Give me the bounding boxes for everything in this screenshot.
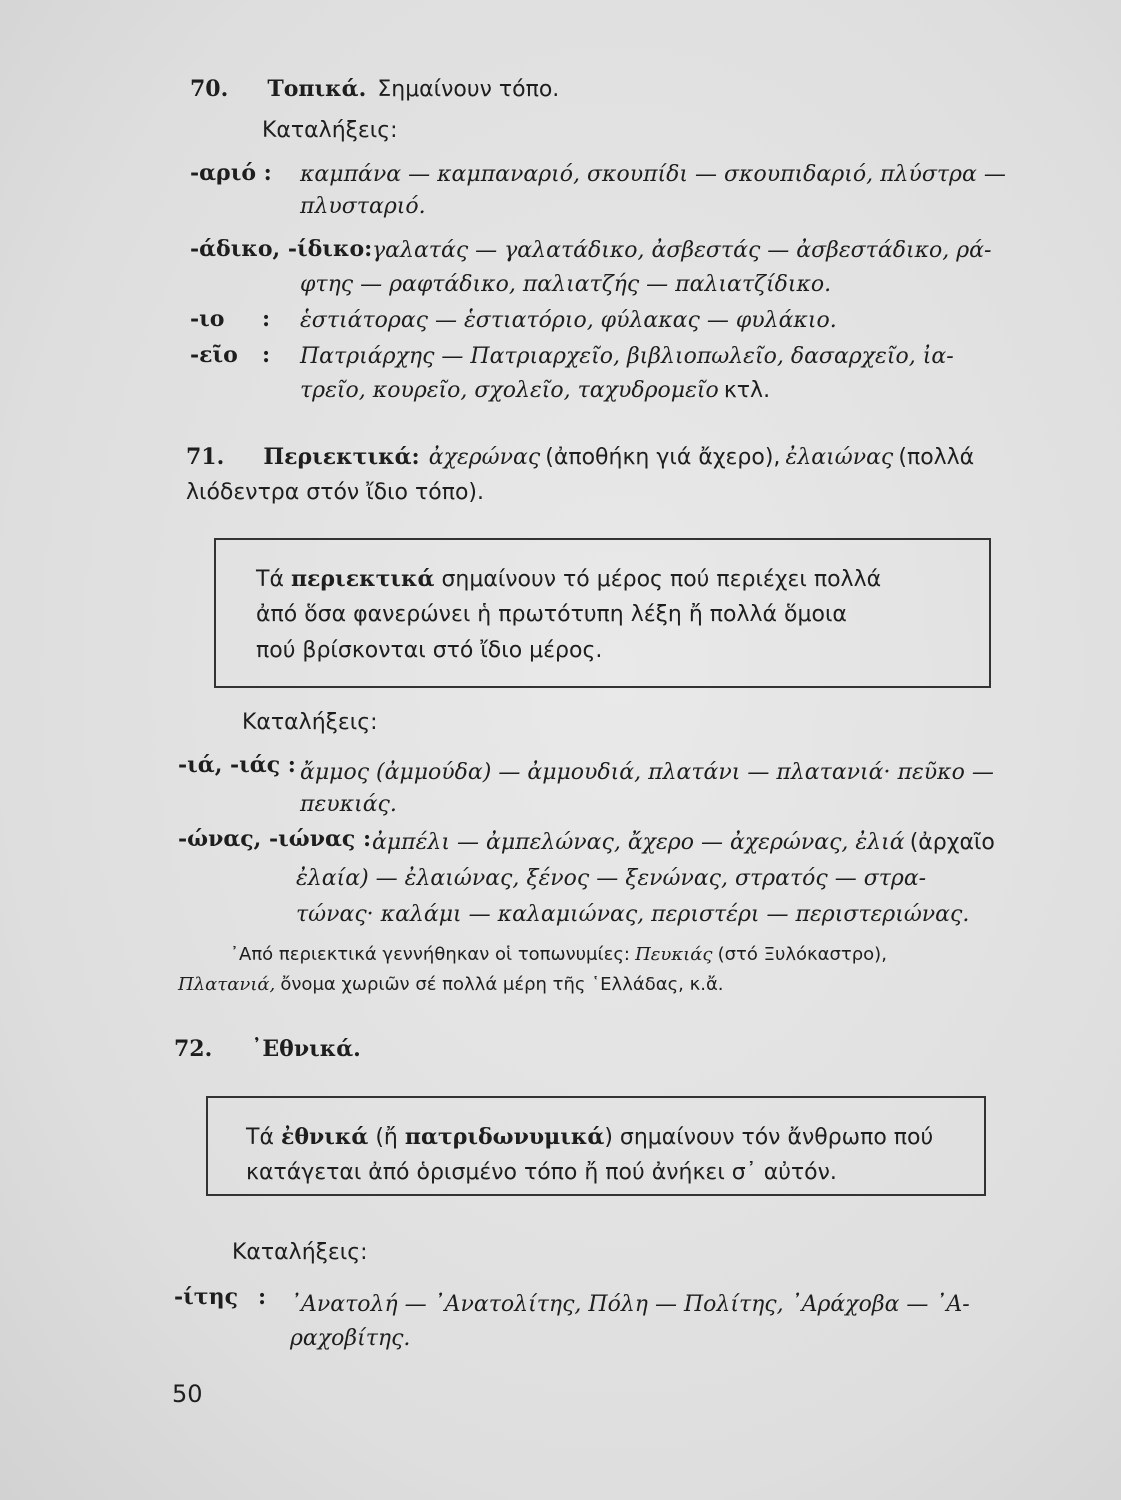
suffix-colon: : xyxy=(262,342,271,368)
suffix-label: -ιο xyxy=(190,306,225,332)
definition-line xyxy=(256,566,881,592)
example-line: ἐλαία) — ἐλαιώνας, ξένος — ξενώνας, στρατός — στρα- xyxy=(296,866,927,891)
example-line: ἑστιάτορας — ἑστιατόριο, φύλακας — φυλάκιο. xyxy=(300,308,837,333)
suffix-label: -άδικο, -ίδικο: xyxy=(190,236,373,262)
section-description: Σημαίνουν τόπο. xyxy=(377,77,560,102)
place-name: Πλατανιά, xyxy=(178,974,276,995)
example-word: ἐλαιώνας xyxy=(785,445,894,470)
term: ἐθνικά xyxy=(280,1124,369,1150)
suffix-label: -ώνας, -ιώνας : xyxy=(178,826,372,852)
example-line: ραχοβίτης. xyxy=(290,1326,411,1351)
example-word: ἀχερώνας xyxy=(428,445,541,470)
section-title: ᾿Εθνικά. xyxy=(251,1036,361,1062)
section-70-heading xyxy=(190,76,559,102)
section-72-heading xyxy=(174,1036,361,1062)
definition-text: σημαίνουν τό μέρος πού περιέχει πολλά xyxy=(441,567,882,592)
suffix-colon: : xyxy=(258,1284,267,1310)
example-line: τώνας· καλάμι — καλαμιώνας, περιστέρι — περιστεριώνας. xyxy=(296,902,970,927)
note-text: ᾿Από περιεκτικά γεννήθηκαν οἱ τοπωνυμίες: xyxy=(230,944,630,965)
example-line: γαλατάς — γαλατάδικο, ἀσβεστάς — ἀσβεστάδικο, ρά- xyxy=(372,238,992,263)
section-title: Τοπικά. xyxy=(267,76,367,102)
definition-line: ἀπό ὅσα φανερώνει ἡ πρωτότυπη λέξη ἤ πολλά ὅμοια xyxy=(256,602,847,627)
example-line: ἄμμος (ἀμμούδα) — ἀμμουδιά, πλατάνι — πλατανιά· πεῦκο — xyxy=(300,760,994,785)
paragraph-line: λιόδεντρα στόν ἴδιο τόπο). xyxy=(186,480,484,505)
note-line xyxy=(230,944,887,965)
explanation: (πολλά xyxy=(898,445,975,470)
example-line: πλυσταριό. xyxy=(300,194,426,219)
example-text: ἀμπέλι — ἀμπελώνας, ἄχερο — ἀχερώνας, ἐλιά xyxy=(372,830,905,855)
explanation: (ἀποθήκη γιά ἄχερο), xyxy=(545,445,781,470)
suffix-colon: : xyxy=(262,306,271,332)
note-text: (στό Ξυλόκαστρο), xyxy=(717,944,887,965)
explanation: (ἀρχαῖο xyxy=(909,830,995,855)
definition-line: πού βρίσκονται στό ἴδιο μέρος. xyxy=(256,638,603,663)
definition-text: Τά xyxy=(256,567,284,592)
endings-label: Καταλήξεις: xyxy=(242,710,378,735)
endings-label: Καταλήξεις: xyxy=(232,1240,368,1265)
example-line: Πατριάρχης — Πατριαρχεῖο, βιβλιοπωλεῖο, δασαρχεῖο, ἰα- xyxy=(300,344,954,369)
definition-text: Τά xyxy=(246,1125,274,1150)
section-number: 71. xyxy=(186,444,225,470)
place-name: Πευκιάς xyxy=(635,944,713,965)
example-line: φτης — ραφτάδικο, παλιατζής — παλιατζίδικο. xyxy=(300,272,832,297)
suffix-label: -ίτης xyxy=(174,1284,238,1310)
abbreviation: κτλ. xyxy=(723,378,771,403)
endings-label: Καταλήξεις: xyxy=(262,118,398,143)
example-line-wrap xyxy=(300,378,770,403)
definition-line: κατάγεται ἀπό ὁρισμένο τόπο ἤ πού ἀνήκει σ᾿ αὐτόν. xyxy=(246,1160,837,1185)
definition-text: (ἤ xyxy=(375,1125,398,1150)
suffix-label: -ιά, -ιάς : xyxy=(178,752,296,778)
example-line: πευκιάς. xyxy=(300,792,397,817)
note-line xyxy=(178,974,724,995)
definition-line xyxy=(246,1124,933,1150)
definition-text: ) σημαίνουν τόν ἄνθρωπο πού xyxy=(604,1125,934,1150)
term: πατριδωνυμικά xyxy=(404,1124,605,1150)
section-number: 72. xyxy=(174,1036,213,1062)
example-text: τρεῖο, κουρεῖο, σχολεῖο, ταχυδρομεῖο xyxy=(300,378,719,403)
section-number: 70. xyxy=(190,76,229,102)
example-line: ᾿Ανατολή — ᾿Ανατολίτης, Πόλη — Πολίτης, ᾿Αράχοβα — ᾿Α- xyxy=(290,1292,970,1317)
example-line-wrap xyxy=(372,830,995,855)
example-line: καμπάνα — καμπαναριό, σκουπίδι — σκουπιδαριό, πλύστρα — xyxy=(300,162,1006,187)
suffix-label: -αριό : xyxy=(190,160,272,186)
page-number: 50 xyxy=(172,1380,203,1408)
note-text: ὄνομα χωριῶν σέ πολλά μέρη τῆς ῾Ελλάδας, κ.ἄ. xyxy=(280,974,724,995)
section-71-heading xyxy=(186,444,974,470)
section-title: Περιεκτικά: xyxy=(263,444,420,470)
suffix-label: -εῖο xyxy=(190,342,238,368)
term: περιεκτικά xyxy=(290,566,435,592)
